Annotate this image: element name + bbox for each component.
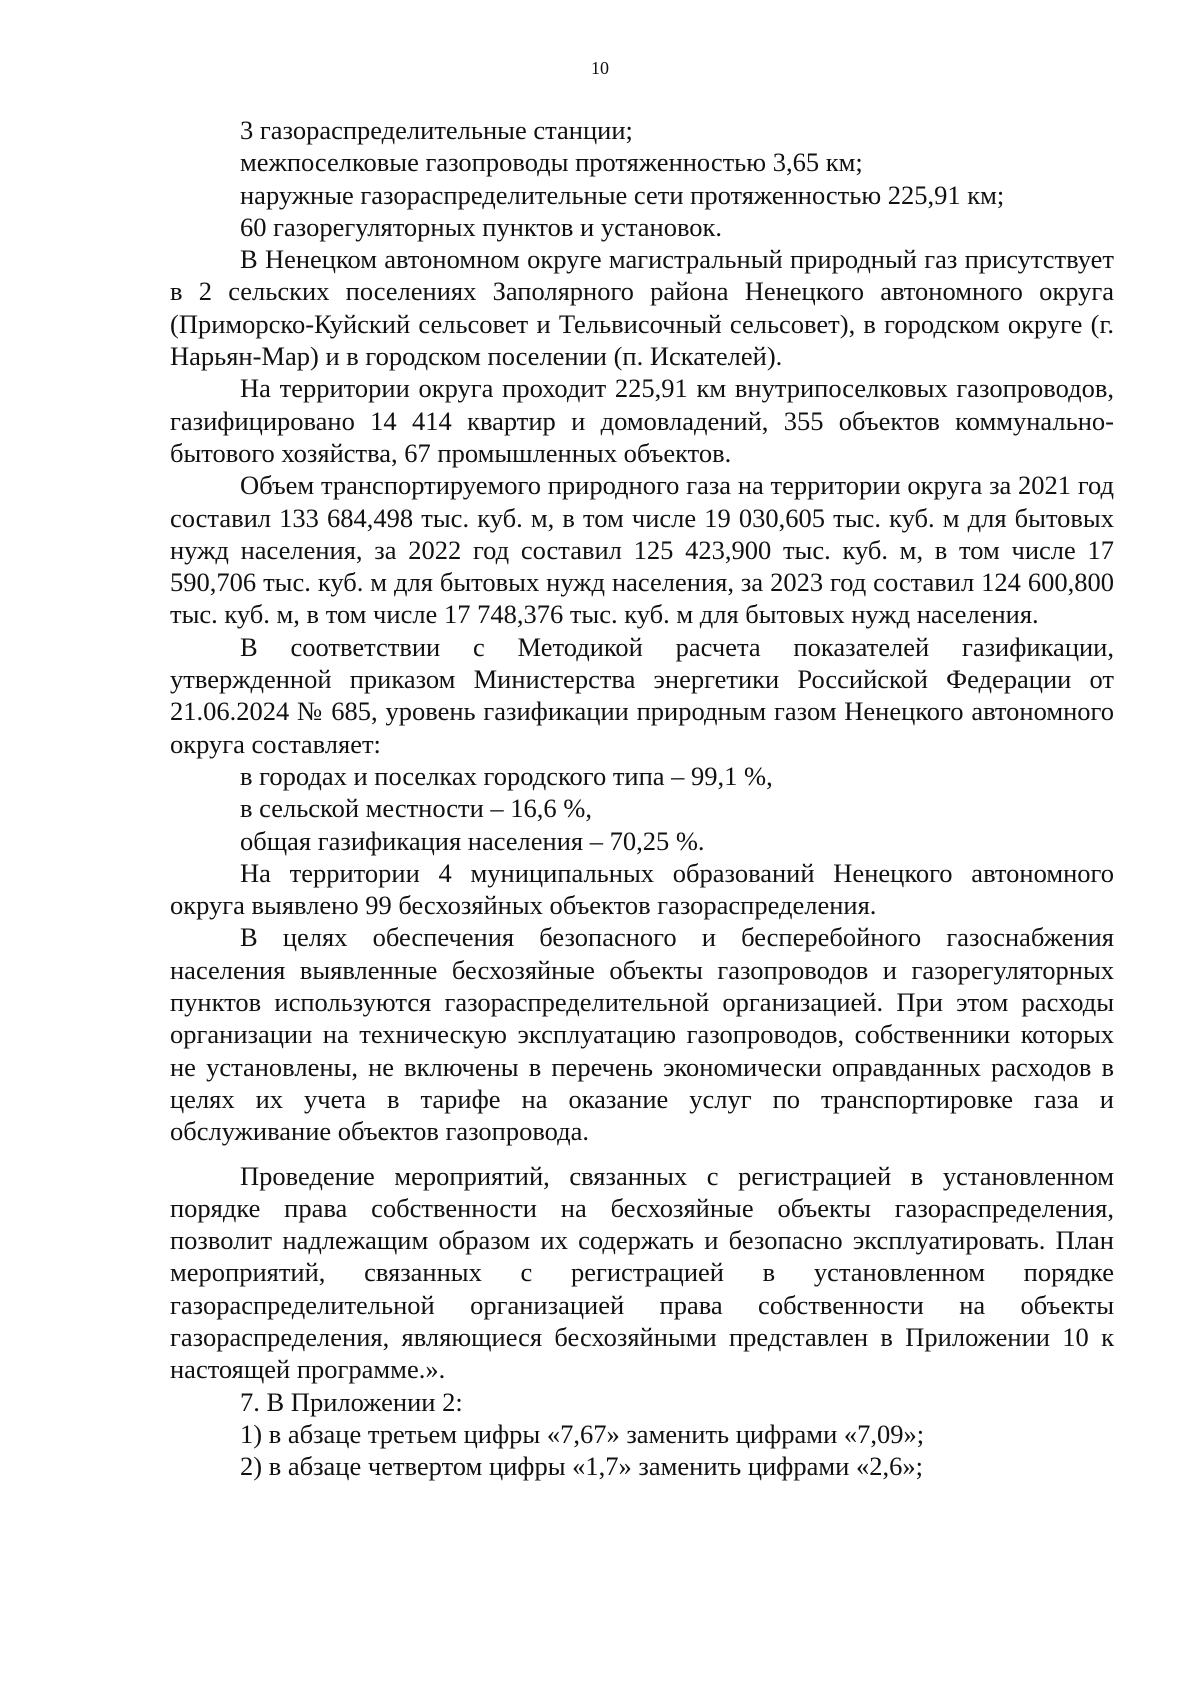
list-item: 1) в абзаце третьем цифры «7,67» заменить цифрами «7,09»;: [240, 1418, 925, 1449]
list-item: 2) в абзаце четвертом цифры «1,7» заменить цифрами «2,6»;: [240, 1451, 923, 1482]
list-item: в сельской местности – 16,6 %,: [240, 793, 592, 824]
paragraph-methodology: В соответствии с Методикой расчета показателей газификации, утвержденной приказом Министерства энергетики Российской Федерации от 21.06.2024 № 685, уровень газификации природным газом Ненецкого автономного округа составляет:: [170, 631, 1114, 759]
paragraph-gas-presence: В Ненецком автономном округе магистральный природный газ присутствует в 2 сельских поселениях Заполярного района Ненецкого автономного округа (Приморско-Куйский сельсовет и Тельвисочный сельсовет), в городском округе (г. Нарьян-Мар) и в городском поселении (п. Искателей).: [170, 244, 1114, 372]
list-item: 3 газораспределительные станции;: [240, 115, 633, 145]
page-number: 10: [591, 58, 609, 78]
list-item: 60 газорегуляторных пунктов и установок.: [240, 211, 723, 242]
paragraph-pipelines: На территории округа проходит 225,91 км внутрипоселковых газопроводов, газифицировано 14 414 квартир и домовладений, 355 объектов коммунально-бытового хозяйства, 67 промышленных объектов.: [170, 373, 1114, 468]
paragraph-gas-volume: Объем транспортируемого природного газа на территории округа за 2021 год составил 133 684,498 тыс. куб. м, в том числе 19 030,605 тыс. куб. м для бытовых нужд населения, за 2022 год составил 125 423,900 тыс. куб. м, в том числе 17 590,706 тыс. куб. м для бытовых нужд населения, за 2023 год составил 124 600,800 тыс. куб. м, в том числе 17 748,376 тыс. куб. м для бытовых нужд населения.: [170, 470, 1114, 630]
paragraph-registration: Проведение мероприятий, связанных с регистрацией в установленном порядке права собственности на бесхозяйные объекты газораспределения, позволит надлежащим образом их содержать и безопасно эксплуатировать. План мероприятий, связанных с регистрацией в установленном порядке газораспределительной организацией права собственности на объекты газораспределения, являющиеся бесхозяйными представлен в Приложении 10 к настоящей программе.».: [170, 1160, 1114, 1385]
document-body: [170, 114, 1114, 1482]
list-item: в городах и поселках городского типа – 99,1 %,: [240, 760, 773, 791]
list-item: 7. В Приложении 2:: [240, 1386, 463, 1417]
paragraph-ownerless-objects: На территории 4 муниципальных образований Ненецкого автономного округа выявлено 99 бесхозяйных объектов газораспределения.: [170, 857, 1114, 921]
list-item: общая газификация населения – 70,25 %.: [240, 825, 705, 856]
paragraph-safety: В целях обеспечения безопасного и бесперебойного газоснабжения населения выявленные бесхозяйные объекты газопроводов и газорегуляторных пунктов используются газораспределительной организацией. При этом расходы организации на техническую эксплуатацию газопроводов, собственники которых не установлены, не включены в перечень экономически оправданных расходов в целях их учета в тарифе на оказание услуг по транспортировке газа и обслуживание объектов газопровода.: [170, 922, 1114, 1147]
list-item: наружные газораспределительные сети протяженностью 225,91 км;: [240, 179, 1005, 210]
list-item: межпоселковые газопроводы протяженностью 3,65 км;: [240, 147, 863, 178]
